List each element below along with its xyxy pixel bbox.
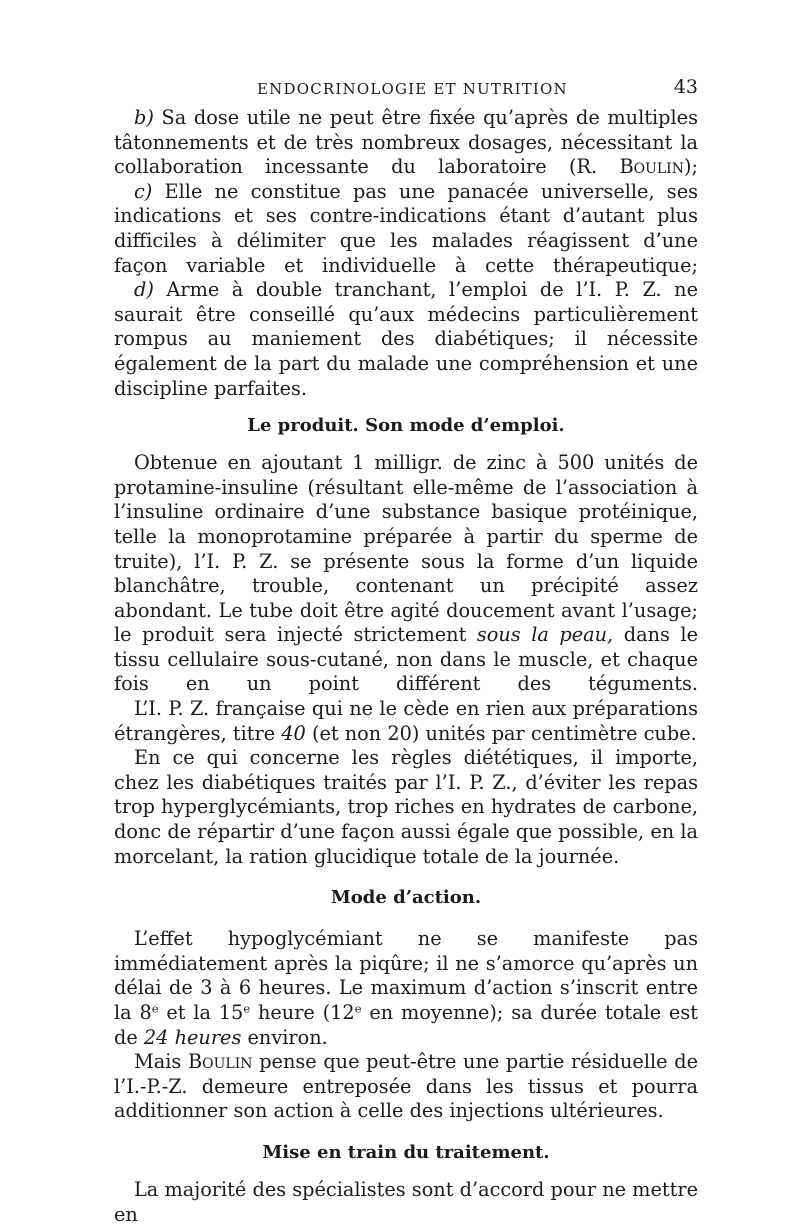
list-text-d: Arme à double tranchant, l’emploi de l’I. P. Z. ne saurait être conseillé qu’aux médecins particulièrement rompus au maniement des diabétiques; il nécessite également de la part du malade une compréhension et une discipline parfaites.	[114, 278, 698, 400]
list-label-c: c)	[134, 179, 153, 203]
list-text-b-end: );	[683, 155, 698, 179]
spacer	[114, 1165, 698, 1178]
paragraph-text: et la 15	[166, 1001, 244, 1024]
emphasis-text: 24 heures	[143, 1025, 242, 1049]
spacer	[114, 910, 698, 927]
running-header	[114, 66, 698, 106]
list-item-d	[114, 278, 698, 401]
emphasis-text: 40	[281, 721, 306, 745]
section-heading-mise-en-train: Mise en train du traitement.	[262, 1141, 550, 1163]
spacer	[114, 869, 698, 886]
paragraph	[114, 1050, 698, 1124]
list-label-d: d)	[134, 278, 154, 302]
list-text-b: Sa dose utile ne peut être fixée qu’après de multiples tâtonnements et de très nombreux dosages, nécessitant la collaboration incessante du laboratoire (R.	[114, 106, 698, 179]
emphasis-text: sous la peau,	[476, 623, 614, 647]
paragraph-text: (et non 20) unités par centimètre cube.	[311, 721, 697, 745]
list-item-c	[114, 180, 698, 278]
paragraph	[114, 927, 698, 1050]
page-number: 43	[673, 76, 698, 98]
running-title: ENDOCRINOLOGIE ET NUTRITION	[257, 80, 568, 98]
paragraph-text: en moyenne); sa durée totale est de	[114, 1001, 698, 1049]
paragraph-text: dans le tissu cellulaire sous-cutané, non dans le muscle, et chaque fois en un point différent des téguments.	[114, 623, 698, 696]
superscript: e	[354, 1001, 362, 1016]
author-name: Boulin	[619, 155, 684, 179]
paragraph: En ce qui concerne les règles diététiques, il importe, chez les diabétiques traités par l’I. P. Z., d’éviter les repas trop hyperglycémiants, trop riches en hydrates de carbone, donc de répartir d’une façon aussi égale que possible, en la morcelant, la ration glucidique totale de la journée.	[114, 746, 698, 868]
superscript: e	[151, 1001, 159, 1016]
list-label-b: b)	[134, 106, 154, 129]
paragraph-text: Mais	[134, 1050, 182, 1074]
paragraph	[114, 451, 698, 697]
list-item-b	[114, 106, 698, 180]
section-heading-mode-action: Mode d’action.	[330, 887, 482, 909]
superscript: e	[243, 1001, 251, 1016]
paragraph: La majorité des spécialistes sont d’accord pour ne mettre en	[114, 1177, 698, 1226]
list-text-c: Elle ne constitue pas une panacée universelle, ses indications et ses contre-indications étant d’autant plus difficiles à délimiter que les malades réagissent d’une façon variable et individuelle à cette thérapeutique;	[114, 179, 698, 277]
author-name: Boulin	[187, 1050, 253, 1074]
paragraph	[114, 697, 698, 746]
paragraph-text: heure (12	[257, 1001, 355, 1024]
paragraph-text: pense que peut-être une partie résiduelle de l’I.-P.-Z. demeure entreposée dans les tissus et pourra additionner son action à celle des injections ultérieures.	[114, 1050, 698, 1123]
paragraph-text: Obtenue en ajoutant 1 milligr. de zinc à 500 unités de protamine-insuline (résultant elle-même de l’association à l’insuline ordinaire d’une substance basique protéinique, telle la monoprotamine préparée à partir du sperme de truite), l’I. P. Z. se présente sous la forme d’un liquide blanchâtre, trouble, contenant un précipité assez abondant. Le tube doit être agité doucement avant l’usage; le produit sera injecté strictement	[114, 451, 698, 647]
spacer	[114, 1124, 698, 1141]
paragraph-text: L’I. P. Z. française qui ne le cède en rien aux préparations étrangères, titre	[114, 697, 698, 745]
paragraph-text: L’effet hypoglycémiant ne se manifeste pas immédiatement après la piqûre; il ne s’amorce qu’après un délai de 3 à 6 heures. Le maximum d’action s’inscrit entre la 8	[114, 927, 698, 1024]
section-heading-produit: Le produit. Son mode d’emploi.	[247, 415, 565, 437]
spacer	[114, 401, 698, 414]
spacer	[114, 438, 698, 451]
paragraph-text: environ.	[247, 1025, 328, 1049]
book-page	[114, 66, 698, 1227]
